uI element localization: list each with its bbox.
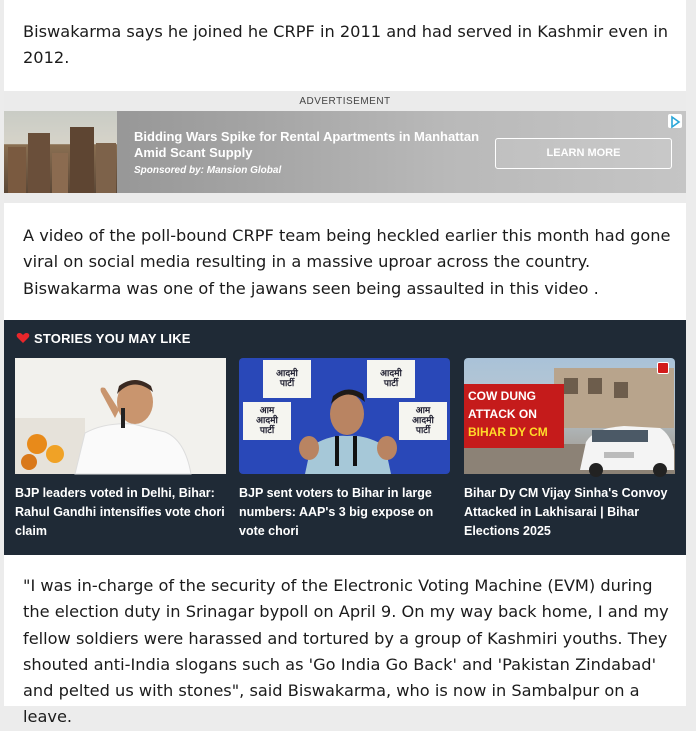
article-paragraph [23,0,673,72]
aap-logo-tile: आदमी पार्टी [367,360,415,398]
paragraph-text: Biswakarma says he joined he CRPF in 2011 and had served in Kashmir even in 2012. [23,22,668,68]
red-heart-icon [16,332,30,344]
ad-title[interactable]: Bidding Wars Spike for Rental Apartments in Manhattan Amid Scant Supply [134,129,480,160]
ad-image[interactable] [4,111,117,193]
story-thumbnail[interactable] [239,358,450,474]
speaker-photo [239,358,450,474]
story-thumbnail[interactable] [15,358,226,474]
aap-logo-tile: आदमी पार्टी [263,360,311,398]
stories-heading: STORIES YOU MAY LIKE [34,330,191,346]
speaker-photo [15,358,226,474]
story-card[interactable] [239,358,450,541]
story-card[interactable] [15,358,226,541]
story-caption[interactable]: BJP leaders voted in Delhi, Bihar: Rahul Gandhi intensifies vote chori claim [15,486,225,538]
stories-header [16,329,191,347]
story-card[interactable] [464,358,675,541]
headline-overlay: COW DUNG ATTACK ON BIHAR DY CM [464,384,564,448]
story-thumbnail[interactable] [464,358,675,474]
story-caption[interactable]: BJP sent voters to Bihar in large numbers: AAP's 3 big expose on vote chori [239,486,434,538]
aap-logo-tile: आम आदमी पार्टी [243,402,291,440]
ad-sponsor: Sponsored by: Mansion Global [134,165,282,176]
learn-more-button[interactable]: LEARN MORE [495,138,672,169]
stories-you-may-like [4,320,686,555]
article-paragraph: A video of the poll-bound CRPF team being heckled earlier this month had gone viral on social media resulting in a massive uproar across the country. Biswakarma was one of the jawans seen being assaulted in this video . [23,226,671,298]
article-paragraph: "I was in-charge of the security of the Electronic Voting Machine (EVM) during the election duty in Srinagar bypoll on April 9. On my way back home, I and my fellow soldiers were harassed and tortured by a group of Kashmiri youths. They shouted anti-India slogans such as 'Go India Go Back' and 'Pakistan Zindabad' and pelted us with stones", said Biswakarma, who is now in Sambalpur on a leave. [23,576,669,727]
adchoices-icon[interactable] [668,114,682,128]
story-caption[interactable]: Bihar Dy CM Vijay Sinha's Convoy Attacked in Lakhisarai | Bihar Elections 2025 [464,486,668,538]
article-page [4,0,686,727]
aap-logo-tile: आम आदमी पार्टी [399,402,447,440]
ad-banner[interactable] [4,111,686,193]
advertisement-block [4,91,686,203]
ad-label: ADVERTISEMENT [299,96,391,107]
channel-logo-icon [657,362,669,374]
cut-off-line [23,0,673,19]
